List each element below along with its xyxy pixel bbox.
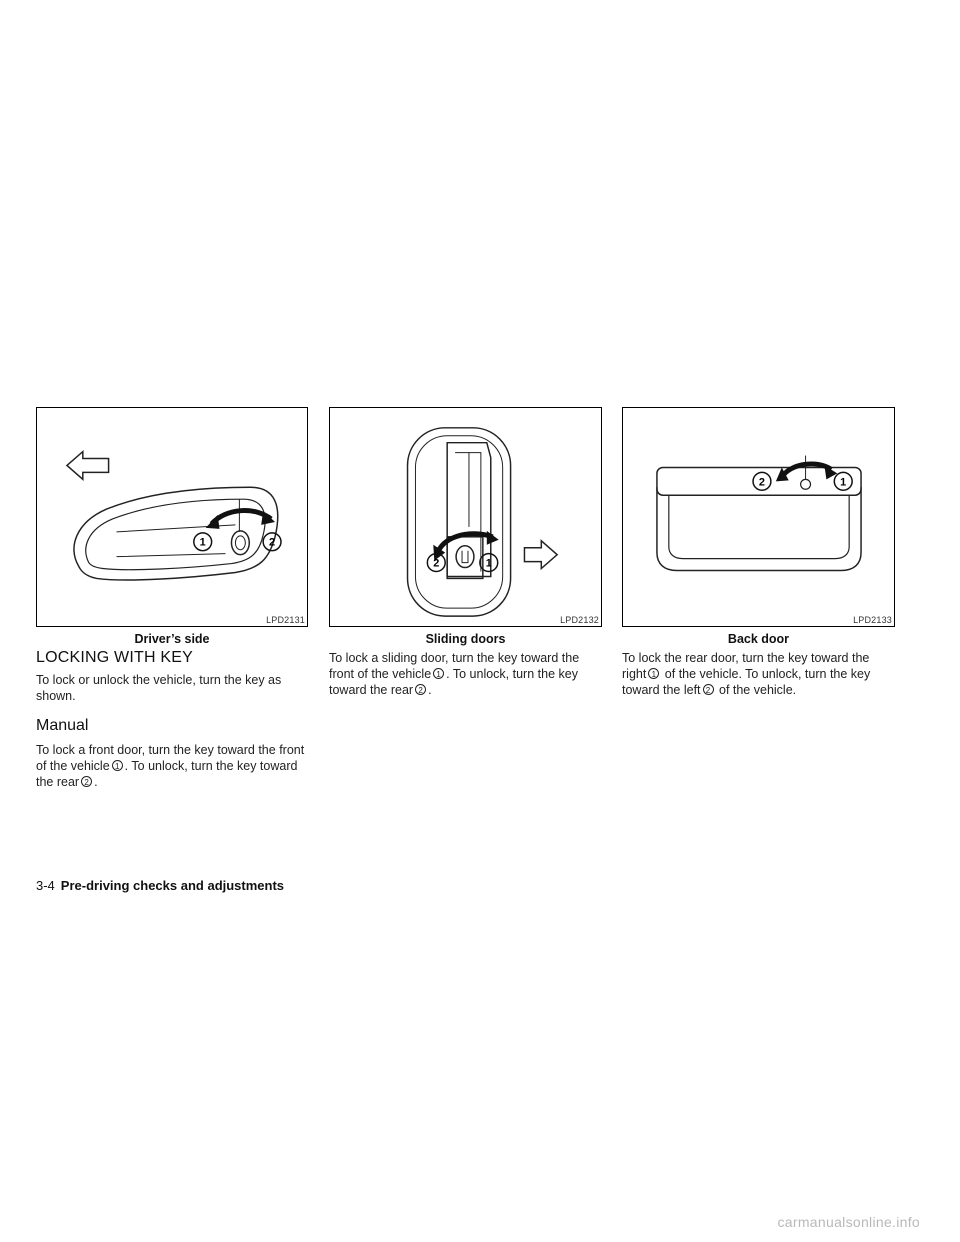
sliding-door-paragraph: To lock a sliding door, turn the key toward the front of the vehicle 1 . To unlock, turn the key toward the rear 2 . bbox=[329, 651, 580, 697]
chapter-title: Pre-driving checks and adjustments bbox=[60, 878, 285, 893]
handle-plate-outer bbox=[408, 428, 511, 616]
handle-outer-outline bbox=[74, 487, 278, 580]
handle-recess bbox=[117, 525, 236, 557]
front-door-paragraph: To lock a front door, turn the key toward the front of the vehicle 1 . To unlock, turn the key toward the rear 2 . bbox=[36, 743, 305, 789]
callout-ref-1: 1 bbox=[112, 760, 123, 771]
callout-ref-1: 1 bbox=[433, 668, 444, 679]
column-2 bbox=[329, 650, 602, 698]
figure-back-door bbox=[622, 407, 895, 627]
callout-ref-2: 2 bbox=[703, 684, 714, 695]
rotation-arrow bbox=[782, 464, 832, 477]
section-heading: LOCKING WITH KEY bbox=[36, 649, 193, 666]
figure-code: LPD2131 bbox=[266, 615, 305, 625]
handle-plate-inner bbox=[415, 436, 502, 608]
caption-back-door: Back door bbox=[727, 632, 790, 646]
figure-drivers-side bbox=[36, 407, 308, 627]
svg-text:1: 1 bbox=[199, 536, 206, 549]
door-handle-illustration bbox=[37, 408, 307, 626]
handle-frame-inner bbox=[669, 495, 849, 558]
callout-ref-1: 1 bbox=[648, 668, 659, 679]
figure-code: LPD2132 bbox=[560, 615, 599, 625]
subheading-manual: Manual bbox=[36, 717, 89, 734]
back-door-paragraph: To lock the rear door, turn the key toward the right 1 of the vehicle. To unlock, turn the key toward the left 2 of the vehicle. bbox=[622, 651, 871, 697]
page-number: 3-4 bbox=[36, 878, 55, 893]
arrow-left-icon bbox=[67, 452, 109, 480]
svg-text:1: 1 bbox=[840, 476, 847, 489]
caption-sliding-doors: Sliding doors bbox=[425, 632, 506, 646]
key-housing bbox=[447, 537, 483, 579]
column-1 bbox=[36, 650, 308, 790]
callout-ref-2: 2 bbox=[415, 684, 426, 695]
sliding-door-handle-illustration bbox=[330, 408, 601, 626]
intro-paragraph: To lock or unlock the vehicle, turn the key as shown. bbox=[36, 673, 282, 703]
key-cylinder bbox=[231, 531, 249, 555]
watermark-text: carmanualsonline.info bbox=[777, 1214, 920, 1230]
svg-text:2: 2 bbox=[433, 557, 440, 570]
column-3 bbox=[622, 650, 895, 698]
key-cylinder bbox=[801, 479, 811, 489]
page-footer bbox=[36, 878, 284, 893]
key-cylinder bbox=[456, 546, 474, 568]
callout-ref-2: 2 bbox=[81, 776, 92, 787]
caption-drivers-side: Driver’s side bbox=[134, 632, 210, 646]
back-door-handle-illustration bbox=[623, 408, 894, 626]
handle-frame-outer bbox=[657, 487, 861, 570]
svg-text:2: 2 bbox=[758, 476, 765, 489]
figure-sliding-doors bbox=[329, 407, 602, 627]
svg-text:2: 2 bbox=[269, 536, 276, 549]
svg-text:1: 1 bbox=[485, 557, 492, 570]
figure-code: LPD2133 bbox=[853, 615, 892, 625]
arrow-right-icon bbox=[524, 541, 557, 569]
